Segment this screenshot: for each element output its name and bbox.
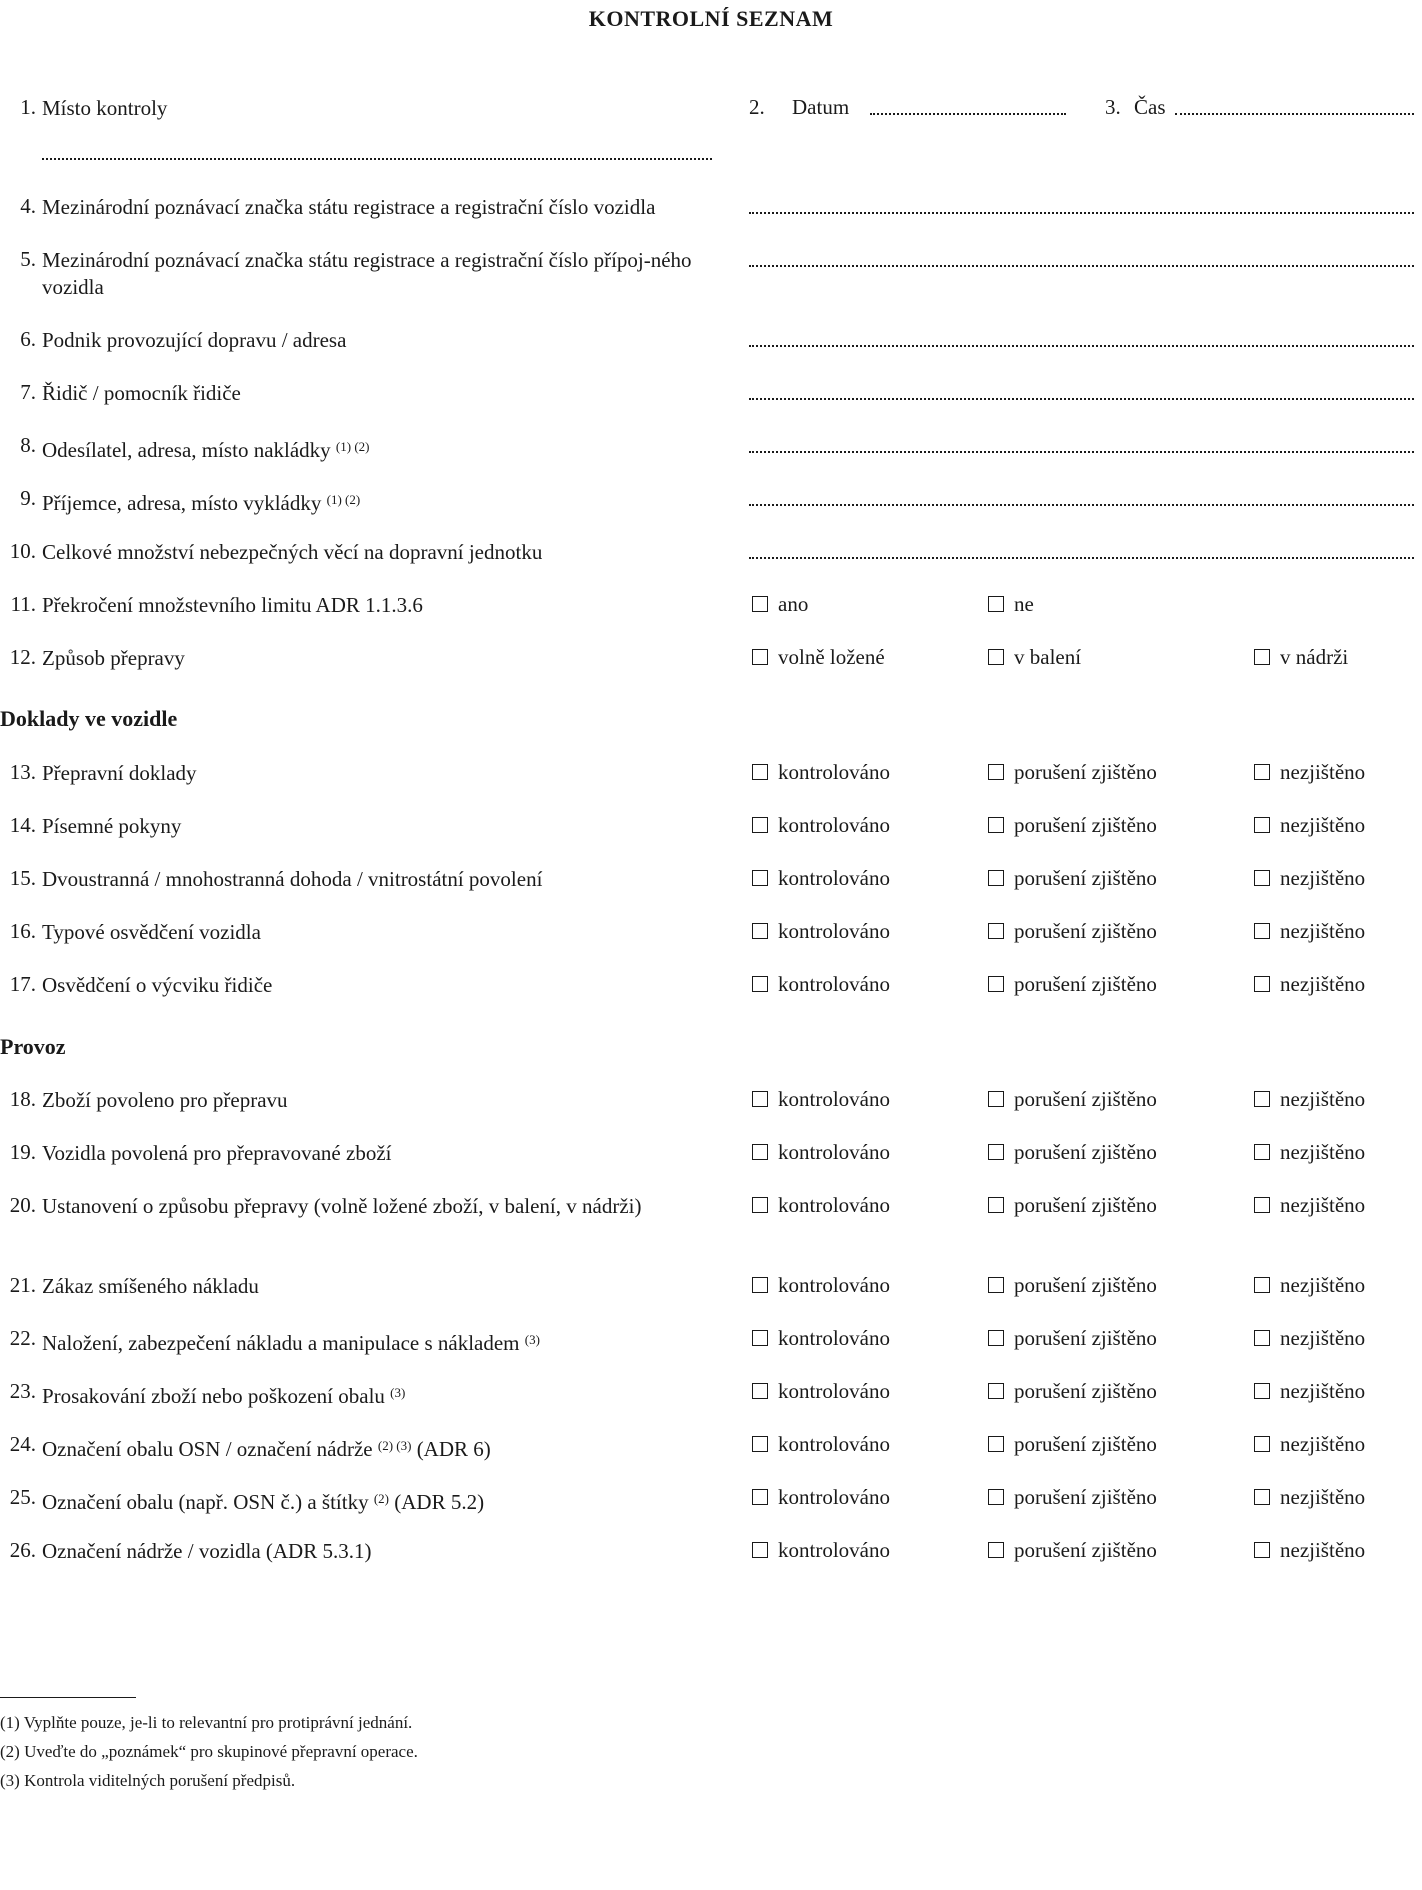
option-violation[interactable]: porušení zjištěno [988,1273,1157,1298]
option-violation[interactable]: porušení zjištěno [988,1485,1157,1510]
option-not-detected[interactable]: nezjištěno [1254,1273,1365,1298]
option-violation[interactable]: porušení zjištěno [988,919,1157,944]
checkbox[interactable] [988,1091,1004,1107]
row-label: Vozidla povolená pro přepravované zboží [42,1141,392,1165]
row-label: Překročení množstevního limitu ADR 1.1.3.6 [42,593,423,617]
footnote-ref: (3) [390,1385,406,1400]
row-number: 8. [20,433,36,457]
date-number: 2. [749,95,765,119]
option-violation[interactable]: porušení zjištěno [988,972,1157,997]
option-violation[interactable]: porušení zjištěno [988,1193,1157,1218]
row-label: Mezinárodní poznávací značka státu registrace a registrační číslo přípoj-ného vozidla [42,248,692,299]
option-checked[interactable]: kontrolováno [752,760,890,785]
footnote-ref: (1) (2) [335,439,370,454]
checkbox[interactable] [1254,817,1270,833]
row-label: Dvoustranná / mnohostranná dohoda / vnitrostátní povolení [42,867,543,891]
option-not-detected[interactable]: nezjištěno [1254,1432,1365,1457]
row-number: 24. [9,1432,36,1456]
row-number: 7. [20,380,36,404]
checkbox[interactable] [1254,1277,1270,1293]
row-label: Označení nádrže / vozidla (ADR 5.3.1) [42,1539,372,1563]
place-label: Místo kontroly [42,96,168,120]
footnote-ref: (2) (3) [377,1438,412,1453]
row-label: Prosakování zboží nebo poškození obalu $^{(3)}$ [42,1384,406,1408]
checkbox[interactable] [1254,1330,1270,1346]
option-not-detected[interactable]: nezjištěno [1254,1193,1365,1218]
row-number: 18. [9,1087,36,1111]
option-checked[interactable]: kontrolováno [752,813,890,838]
row-number: 9. [20,486,36,510]
time-field[interactable] [1175,113,1414,115]
option-violation[interactable]: porušení zjištěno [988,1432,1157,1457]
row-label: Podnik provozující dopravu / adresa [42,328,347,352]
option-not-detected[interactable]: nezjištěno [1254,1087,1365,1112]
option-checked[interactable]: kontrolováno [752,866,890,891]
row-number: 16. [9,919,36,943]
checkbox[interactable] [752,1197,768,1213]
row-number: 14. [9,813,36,837]
option-checked[interactable]: kontrolováno [752,1087,890,1112]
row-label: Odesílatel, adresa, místo nakládky $^{(1) (2)}$ [42,438,370,462]
checkbox[interactable] [752,870,768,886]
checkbox[interactable] [1254,976,1270,992]
fill-field[interactable] [749,557,1414,559]
checkbox[interactable] [988,1330,1004,1346]
option-checked[interactable]: kontrolováno [752,1538,890,1563]
row-number: 22. [9,1326,36,1350]
checkbox[interactable] [752,1436,768,1452]
footnote-divider [0,1697,136,1698]
option-checked[interactable]: kontrolováno [752,919,890,944]
checkbox[interactable] [988,649,1004,665]
row-number: 17. [9,972,36,996]
footnote: (2) Uveďte do „poznámek“ pro skupinové přepravní operace. [0,1742,418,1761]
row-number: 13. [9,760,36,784]
option-bulk[interactable]: volně ložené [752,645,885,670]
checkbox[interactable] [988,596,1004,612]
checkbox[interactable] [752,976,768,992]
row-number: 21. [9,1273,36,1297]
option-not-detected[interactable]: nezjištěno [1254,866,1365,891]
row-number: 23. [9,1379,36,1403]
checkbox[interactable] [988,976,1004,992]
row-number: 4. [20,194,36,218]
option-violation[interactable]: porušení zjištěno [988,1326,1157,1351]
checkbox[interactable] [752,1489,768,1505]
checkbox[interactable] [988,1542,1004,1558]
date-label: Datum [792,95,850,119]
checkbox[interactable] [752,1277,768,1293]
checkbox[interactable] [988,1489,1004,1505]
option-not-detected[interactable]: nezjištěno [1254,1326,1365,1351]
row-label: Přepravní doklady [42,761,197,785]
option-not-detected[interactable]: nezjištěno [1254,919,1365,944]
option-checked[interactable]: kontrolováno [752,1273,890,1298]
checkbox[interactable] [752,817,768,833]
option-violation[interactable]: porušení zjištěno [988,866,1157,891]
option-checked[interactable]: kontrolováno [752,1485,890,1510]
checkbox[interactable] [752,923,768,939]
row-number: 25. [9,1485,36,1509]
fill-field[interactable] [749,451,1414,453]
option-not-detected[interactable]: nezjištěno [1254,1140,1365,1165]
checkbox[interactable] [752,1383,768,1399]
row-label: Zboží povoleno pro přepravu [42,1088,288,1112]
section-heading: Doklady ve vozidle [0,706,178,731]
checkbox[interactable] [988,1197,1004,1213]
checkbox[interactable] [1254,1144,1270,1160]
checkbox[interactable] [1254,1436,1270,1452]
footnote-ref: (1) (2) [326,492,361,507]
option-not-detected[interactable]: nezjištěno [1254,1485,1365,1510]
footnote: (3) Kontrola viditelných porušení předpisů. [0,1771,296,1790]
checkbox[interactable] [752,1330,768,1346]
row-number: 1. [20,95,36,119]
option-not-detected[interactable]: nezjištěno [1254,813,1365,838]
option-not-detected[interactable]: nezjištěno [1254,1379,1365,1404]
checkbox[interactable] [988,817,1004,833]
row-label: Ustanovení o způsobu přepravy (volně ložené zboží, v balení, v nádrži) [42,1194,642,1218]
checkbox[interactable] [988,1436,1004,1452]
row-number: 6. [20,327,36,351]
option-checked[interactable]: kontrolováno [752,1193,890,1218]
footnote-ref: (2) [373,1491,389,1506]
row-number: 5. [20,247,36,271]
option-not-detected[interactable]: nezjištěno [1254,972,1365,997]
page-title: KONTROLNÍ SEZNAM [588,6,834,31]
checkbox[interactable] [988,1383,1004,1399]
option-not-detected[interactable]: nezjištěno [1254,760,1365,785]
option-checked[interactable]: kontrolováno [752,1140,890,1165]
footnote: (1) Vyplňte pouze, je-li to relevantní pro protiprávní jednání. [0,1713,413,1732]
option-no[interactable]: ne [988,592,1034,617]
checkbox[interactable] [1254,1197,1270,1213]
row-label: Písemné pokyny [42,814,182,838]
checkbox[interactable] [988,1144,1004,1160]
option-not-detected[interactable]: nezjištěno [1254,1538,1365,1563]
checkbox[interactable] [752,596,768,612]
checkbox[interactable] [752,1091,768,1107]
option-checked[interactable]: kontrolováno [752,972,890,997]
row-label: Označení obalu (např. OSN č.) a štítky $^{(2)}$ (ADR 5.2) [42,1490,485,1514]
date-field[interactable] [870,113,1066,115]
checkbox[interactable] [988,923,1004,939]
option-violation[interactable]: porušení zjištěno [988,760,1157,785]
checkbox[interactable] [752,649,768,665]
fill-field[interactable] [749,504,1414,506]
checkbox[interactable] [1254,764,1270,780]
section-heading: Provoz [0,1034,66,1059]
option-tank[interactable]: v nádrži [1254,645,1348,670]
checkbox[interactable] [1254,923,1270,939]
row-label: Řidič / pomocník řidiče [42,381,241,405]
row-label: Mezinárodní poznávací značka státu registrace a registrační číslo vozidla [42,195,656,219]
checkbox[interactable] [1254,649,1270,665]
option-violation[interactable]: porušení zjištěno [988,813,1157,838]
option-checked[interactable]: kontrolováno [752,1432,890,1457]
checkbox[interactable] [1254,1091,1270,1107]
row-label: Osvědčení o výcviku řidiče [42,973,273,997]
row-label: Způsob přepravy [42,646,185,670]
checkbox[interactable] [752,1542,768,1558]
row-number: 10. [9,539,36,563]
checkbox[interactable] [752,764,768,780]
row-number: 15. [9,866,36,890]
row-number: 20. [9,1193,36,1217]
checkbox[interactable] [1254,1542,1270,1558]
checkbox[interactable] [752,1144,768,1160]
row-label: Označení obalu OSN / označení nádrže $^{(2) (3)}$ (ADR 6) [42,1437,491,1461]
fill-field[interactable] [749,212,1414,214]
row-label: Zákaz smíšeného nákladu [42,1274,259,1298]
row-number: 11. [10,592,36,616]
option-yes[interactable]: ano [752,592,808,617]
row-label: Naložení, zabezpečení nákladu a manipulace s nákladem $^{(3)}$ [42,1331,540,1355]
time-number: 3. [1105,95,1121,119]
time-label: Čas [1134,95,1166,119]
footnote-ref: (3) [524,1332,540,1347]
row-label: Příjemce, adresa, místo vykládky $^{(1) (2)}$ [42,491,361,515]
fill-field[interactable] [749,265,1414,267]
option-packaged[interactable]: v balení [988,645,1081,670]
checkbox[interactable] [1254,870,1270,886]
checkbox[interactable] [988,1277,1004,1293]
option-violation[interactable]: porušení zjištěno [988,1140,1157,1165]
option-violation[interactable]: porušení zjištěno [988,1087,1157,1112]
fill-field[interactable] [749,345,1414,347]
fill-field[interactable] [749,398,1414,400]
row-number: 19. [9,1140,36,1164]
option-checked[interactable]: kontrolováno [752,1326,890,1351]
option-violation[interactable]: porušení zjištěno [988,1538,1157,1563]
row-label: Typové osvědčení vozidla [42,920,261,944]
option-checked[interactable]: kontrolováno [752,1379,890,1404]
checkbox[interactable] [988,764,1004,780]
checkbox[interactable] [1254,1489,1270,1505]
place-field[interactable] [42,158,712,160]
option-violation[interactable]: porušení zjištěno [988,1379,1157,1404]
row-label: Celkové množství nebezpečných věcí na dopravní jednotku [42,540,543,564]
checkbox[interactable] [988,870,1004,886]
row-number: 26. [9,1538,36,1562]
checkbox[interactable] [1254,1383,1270,1399]
row-number: 12. [9,645,36,669]
